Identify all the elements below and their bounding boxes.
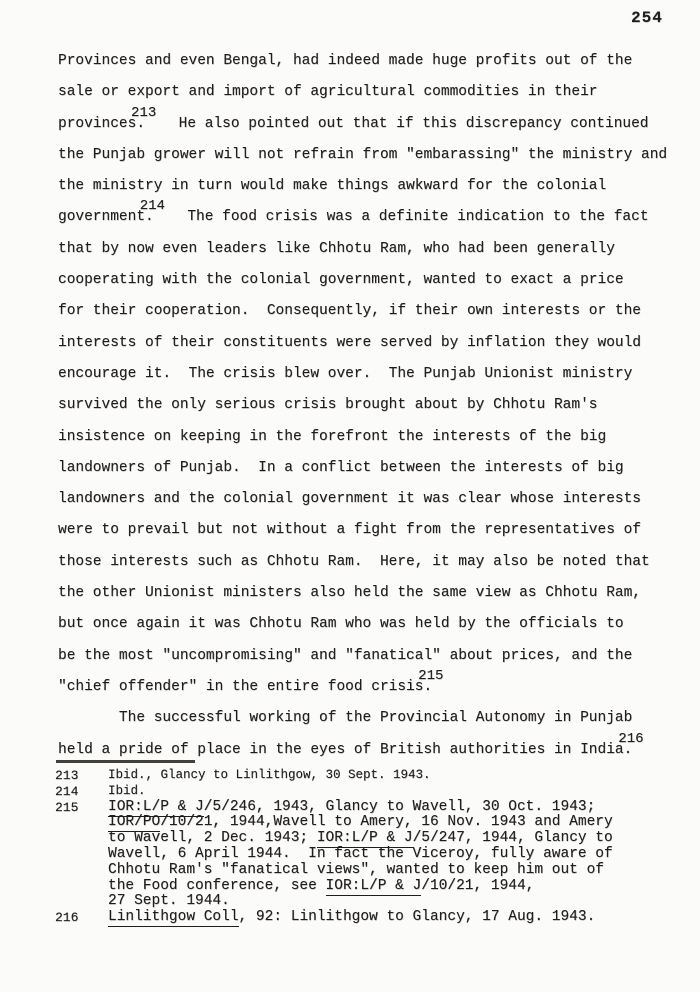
body-line	[58, 140, 700, 171]
text-segment: Wavell, 6 April 1944. In fact the Viceroy, fully aware of	[108, 845, 613, 862]
text-segment: that by now even leaders like Chhotu Ram, who had been generally	[58, 240, 615, 257]
footnote-marker: 214	[139, 198, 165, 215]
text-segment: /5/246, 1943, Glancy to Wavell, 30 Oct. 1943;	[203, 798, 596, 815]
text-segment: landowners and the colonial government it was clear whose interests	[58, 491, 641, 508]
footnote-number: 214	[55, 783, 79, 799]
text-segment: /5/247, 1944, Glancy to	[412, 830, 613, 847]
footnote-line	[108, 768, 685, 784]
footnote-line	[108, 815, 685, 831]
footnote-215	[55, 800, 685, 911]
footnote-line	[108, 894, 685, 910]
text-segment: the Punjab grower will not refrain from "embarassing" the ministry and	[58, 146, 668, 163]
body-line	[58, 104, 700, 140]
text-segment: , 92: Linlithgow to Glancy, 17 Aug. 1943.	[238, 909, 596, 926]
body-line	[58, 578, 700, 609]
text-segment: The food crisis was a definite indication to the fact	[169, 209, 649, 226]
footnote-line	[108, 910, 685, 926]
footnote-marker: 213	[131, 104, 157, 121]
footnote-number: 215	[55, 799, 79, 815]
underlined-citation: IOR:L/P & J	[325, 877, 422, 894]
body-line	[58, 390, 700, 421]
text-segment: held a pride of place in the eyes of British authorities in India.	[58, 741, 633, 758]
text-segment: the other Unionist ministers also held the same view as Chhotu Ram,	[58, 585, 641, 602]
footnote-line	[108, 800, 685, 816]
body-line	[58, 422, 700, 453]
body-line	[58, 641, 700, 672]
text-segment: 27 Sept. 1944.	[108, 893, 230, 910]
body-line	[58, 46, 700, 77]
body-line	[58, 609, 700, 640]
text-segment: insistence on keeping in the forefront the interests of the big	[58, 428, 607, 445]
footnote-216	[55, 910, 685, 926]
body-text	[58, 46, 700, 766]
text-segment: Ibid., Glancy to Linlithgow, 30 Sept. 1943.	[108, 768, 431, 782]
underlined-citation: IOR:L/P & J	[108, 798, 204, 815]
text-segment: /10/21, 1944,Wavell to Amery, 16 Nov. 1943 and Amery	[160, 814, 613, 831]
footnote-text	[108, 768, 685, 784]
text-segment: Chhotu Ram's "fanatical views", wanted to keep him out of	[108, 861, 604, 878]
text-segment: landowners of Punjab. In a conflict between the interests of big	[58, 459, 624, 476]
footnote-marker: 215	[418, 667, 444, 684]
footnote-number: 216	[55, 910, 79, 926]
underlined-citation: Linlithgow Coll	[108, 909, 239, 926]
footnote-line	[108, 847, 685, 863]
text-segment: those interests such as Chhotu Ram. Here, it may also be noted that	[58, 553, 650, 570]
footnote-214	[55, 784, 685, 800]
text-segment: the Food conference, see	[108, 877, 326, 894]
text-segment: The successful working of the Provincial Autonomy in Punjab	[58, 710, 633, 727]
body-line	[58, 484, 700, 515]
footnote-line	[108, 863, 685, 879]
text-segment: Provinces and even Bengal, had indeed made huge profits out of the	[58, 53, 633, 69]
body-line	[58, 359, 700, 390]
footnote-line	[108, 784, 685, 800]
text-segment: to Wavell, 2 Dec. 1943;	[108, 830, 317, 847]
footnote-text	[108, 800, 685, 911]
footnote-number: 213	[55, 768, 79, 783]
body-line	[58, 453, 700, 484]
text-segment: interests of their constituents were served by inflation they would	[58, 334, 641, 351]
body-line	[58, 515, 700, 546]
text-segment: /10/21, 1944,	[421, 877, 535, 894]
body-line	[58, 198, 700, 233]
text-segment: "chief offender" in the entire food crisis.	[58, 678, 433, 695]
body-line	[58, 667, 700, 703]
footnote-213	[55, 768, 685, 784]
body-line	[58, 547, 700, 578]
text-segment: survived the only serious crisis brought about by Chhotu Ram's	[58, 397, 598, 414]
body-line	[58, 265, 700, 296]
text-segment: but once again it was Chhotu Ram who was held by the officials to	[58, 616, 624, 633]
footnote-line	[108, 879, 685, 895]
text-segment: encourage it. The crisis blew over. The Punjab Unionist ministry	[58, 365, 633, 382]
text-segment: cooperating with the colonial government, wanted to exact a price	[58, 272, 624, 289]
body-line	[58, 234, 700, 265]
page-number: 254	[631, 9, 663, 27]
text-segment: be the most "uncompromising" and "fanatical" about prices, and the	[58, 647, 633, 664]
body-line	[58, 296, 700, 327]
body-line	[58, 328, 700, 359]
footnote-text	[108, 784, 685, 800]
text-segment: for their cooperation. Consequently, if their own interests or the	[58, 303, 641, 320]
body-line	[58, 703, 700, 734]
footnote-separator-rule	[56, 760, 195, 763]
footnote-text	[108, 910, 685, 926]
text-segment: Ibid.	[108, 783, 146, 798]
footnotes-section	[55, 768, 685, 926]
underlined-citation: IOR:L/P & J	[316, 830, 413, 847]
text-segment: government.	[58, 209, 154, 226]
footnote-line	[108, 831, 685, 847]
text-segment: He also pointed out that if this discrepancy continued	[161, 115, 649, 132]
underlined-citation: IOR/PO	[108, 814, 161, 831]
text-segment: were to prevail but not without a fight from the representatives of	[58, 522, 641, 539]
text-segment: provinces.	[58, 115, 146, 132]
text-segment: sale or export and import of agricultural commodities in their	[58, 84, 598, 101]
text-segment: the ministry in turn would make things awkward for the colonial	[58, 178, 607, 195]
footnote-marker: 216	[618, 730, 644, 747]
